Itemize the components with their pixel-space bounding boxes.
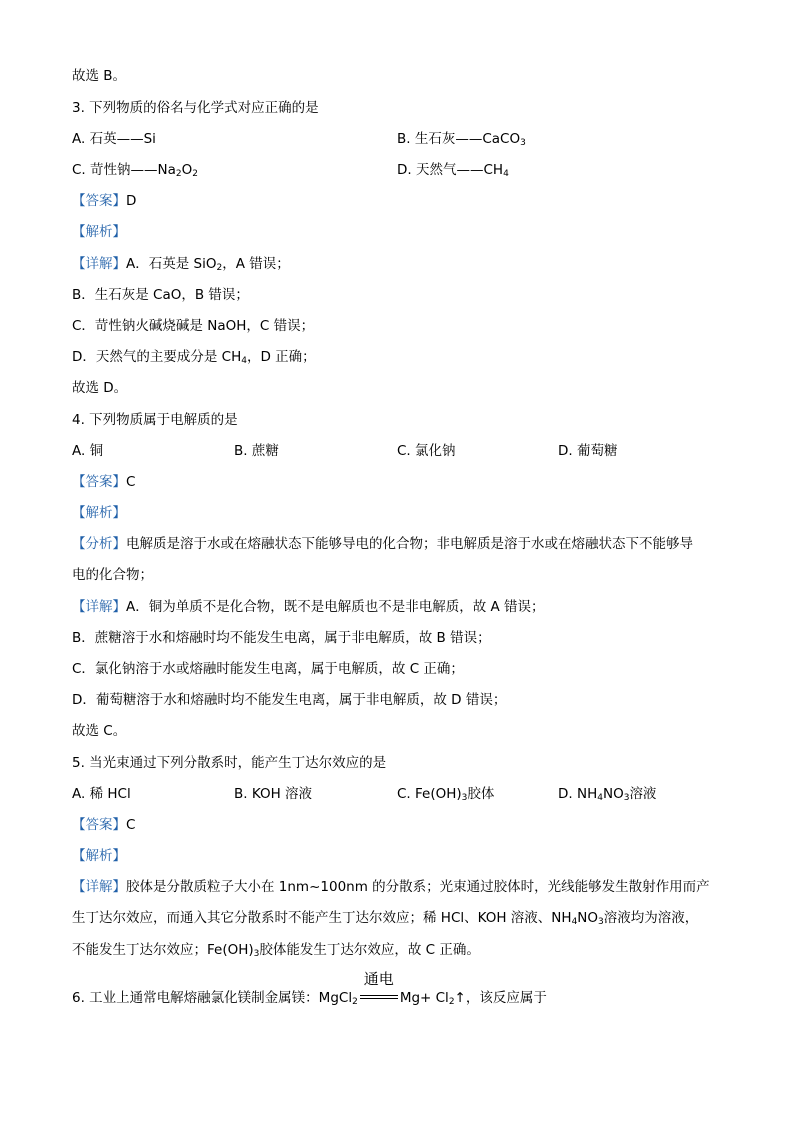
q3-option-a: A. 石英——Si	[72, 131, 156, 147]
analysis-tag: 【分析】	[72, 536, 126, 552]
q4-conclusion: 故选 C。	[72, 723, 127, 739]
q3-answer: 【答案】D	[72, 193, 137, 209]
q3-option-c: C. 苛性钠$——Na_2O_2$	[72, 162, 198, 179]
q3-explanation-tag: 【解析】	[72, 224, 126, 240]
q4-option-b: B. 蔗糖	[234, 443, 279, 459]
q4-explanation-tag: 【解析】	[72, 505, 126, 521]
q4-analysis-1: 【分析】电解质是溶于水或在熔融状态下能够导电的化合物；非电解质是溶于水或在熔融状态下不能够导	[72, 536, 693, 552]
q5-detail-3: 不能发生丁达尔效应；$Fe(OH)_3$胶体能发生丁达尔效应，故 C 正确。	[72, 942, 480, 959]
q5-answer: 【答案】C	[72, 817, 136, 833]
q4-detail-2: B．蔗糖溶于水和熔融时均不能发生电离，属于非电解质，故 B 错误；	[72, 630, 491, 646]
question-3-stem: 3. 下列物质的俗名与化学式对应正确的是	[72, 100, 319, 116]
q5-option-c: C. $Fe(OH)_3$胶体	[397, 786, 495, 803]
q4-detail-3: C．氯化钠溶于水或熔融时能发生电离，属于电解质，故 C 正确；	[72, 661, 464, 677]
q3-conclusion: 故选 D。	[72, 380, 128, 396]
q4-detail-1: 【详解】A．铜为单质不是化合物，既不是电解质也不是非电解质，故 A 错误；	[72, 599, 545, 615]
answer-tag: 【答案】	[72, 193, 126, 209]
question-4-stem: 4. 下列物质属于电解质的是	[72, 412, 238, 428]
q3-detail-2: B．生石灰是 CaO，B 错误；	[72, 287, 249, 303]
q3-option-b: B. 生石灰——CaCO$_3$	[397, 131, 526, 148]
q3-detail-4: D．天然气的主要成分是 $CH_4$，D 正确；	[72, 349, 316, 366]
question-6-stem: 6. 工业上通常电解熔融氯化镁制金属镁：MgCl$_2$ 通电 $Mg+ Cl_2↑$，该反应属于	[72, 970, 547, 1007]
question-5-stem: 5. 当光束通过下列分散系时，能产生丁达尔效应的是	[72, 755, 387, 771]
q3-detail-1: 【详解】A．石英是 SiO$_2$，A 错误；	[72, 256, 290, 273]
q4-answer: 【答案】C	[72, 474, 136, 490]
q4-option-c: C. 氯化钠	[397, 443, 456, 459]
q5-detail-2: 生丁达尔效应，而通入其它分散系时不能产生丁达尔效应；稀 HCl、KOH 溶液、$NH_4NO_3$溶液均为溶液，	[72, 910, 699, 927]
q5-option-d: D. $NH_4NO_3$溶液	[558, 786, 657, 803]
detail-tag: 【详解】	[72, 256, 126, 272]
reaction-arrow	[358, 970, 400, 1005]
q3-option-d: D. 天然气$——CH_4$	[397, 162, 509, 179]
q3-detail-3: C．苛性钠火碱烧碱是 NaOH，C 错误；	[72, 318, 315, 334]
q4-detail-4: D．葡萄糖溶于水和熔融时均不能发生电离，属于非电解质，故 D 错误；	[72, 692, 507, 708]
q5-detail-1: 【详解】胶体是分散质粒子大小在 1nm~100nm 的分散系；光束通过胶体时，光线能够发生散射作用而产	[72, 879, 710, 895]
q5-option-b: B. KOH 溶液	[234, 786, 313, 802]
q5-option-a: A. 稀 HCl	[72, 786, 131, 802]
conclusion-line: 故选 B。	[72, 68, 127, 84]
q4-option-a: A. 铜	[72, 443, 104, 459]
reaction-condition: 通电	[363, 970, 394, 988]
q4-analysis-2: 电的化合物；	[72, 567, 153, 583]
q4-option-d: D. 葡萄糖	[558, 443, 618, 459]
q5-explanation-tag: 【解析】	[72, 848, 126, 864]
